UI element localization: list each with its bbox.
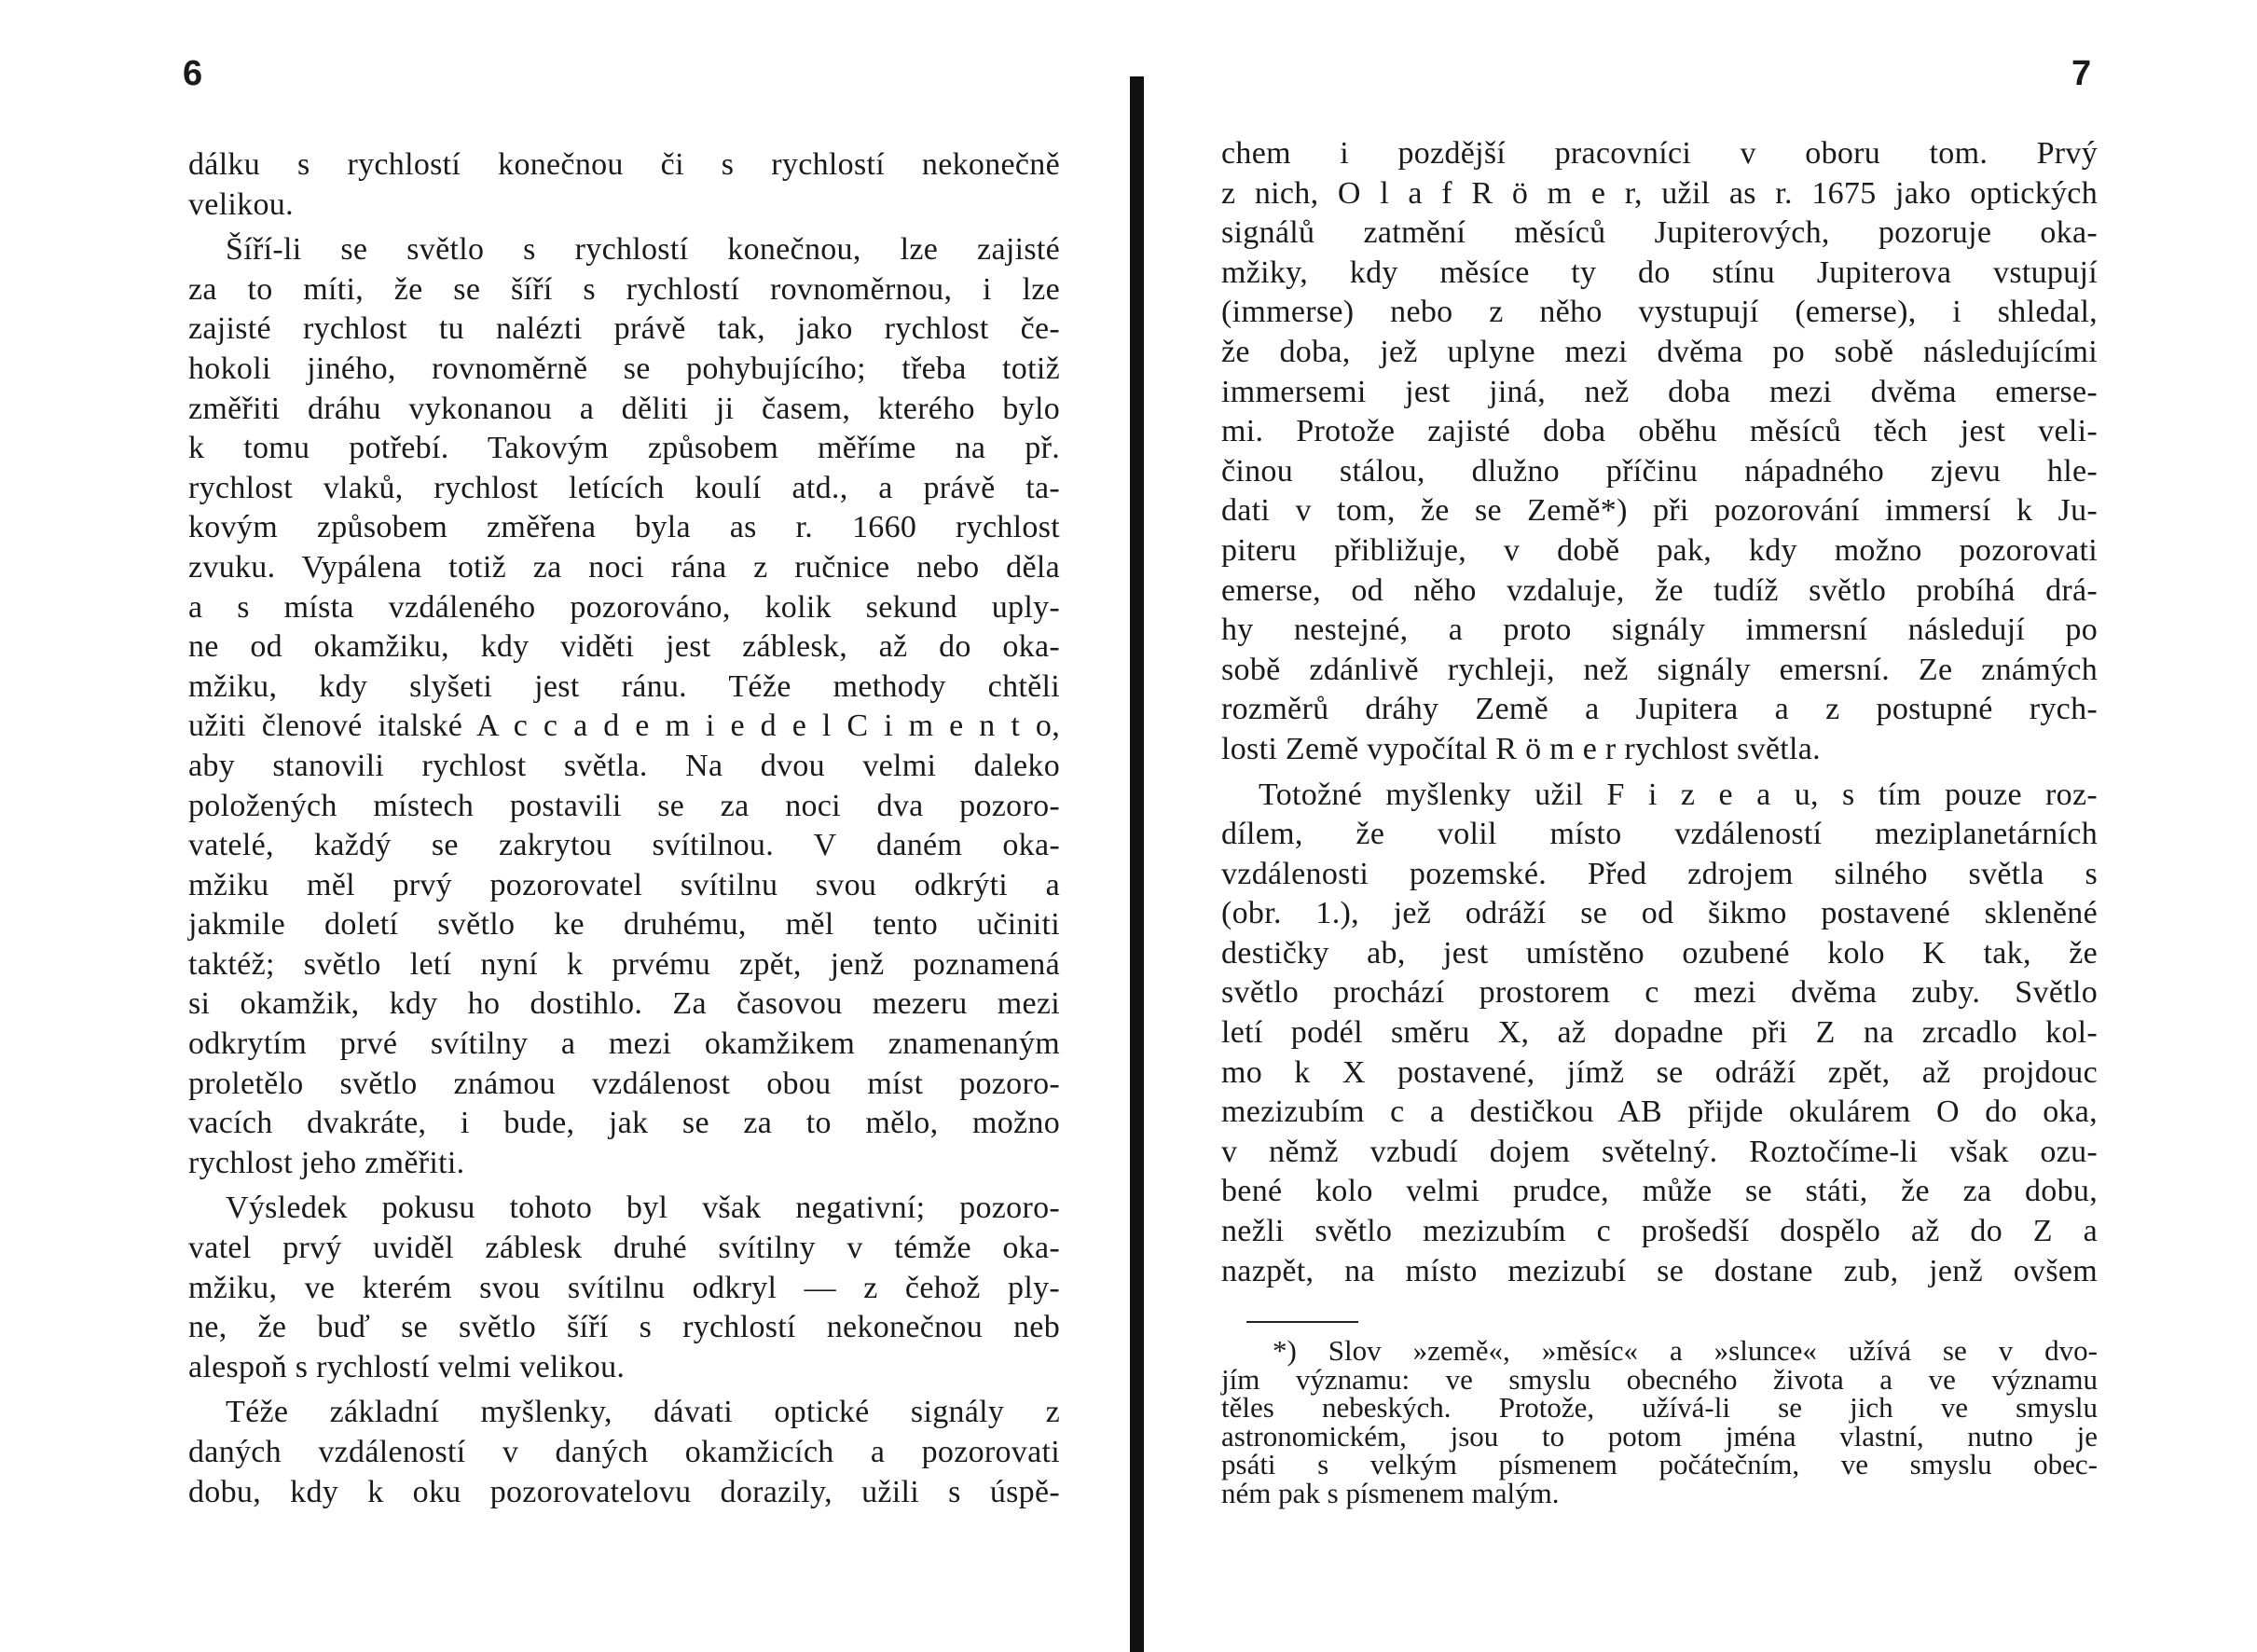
text-line: a s místa vzdáleného pozorováno, kolik sekund uply-: [188, 589, 1060, 625]
text-line: nežli světlo mezizubím c prošedší dospělo až do Z a: [1221, 1214, 2098, 1249]
text-line: z nich, O l a f R ö m e r, užil as r. 1675 jako optických: [1221, 175, 2098, 211]
page-number-right: 7: [2071, 54, 2092, 93]
text-line: odkrytím prvé svítilny a mezi okamžikem znamenaným: [188, 1026, 1060, 1062]
text-line: Téže základní myšlenky, dávati optické signály z: [226, 1395, 1060, 1430]
text-line: (obr. 1.), jež odráží se od šikmo postavené skleněné: [1221, 896, 2098, 931]
text-line: dálku s rychlostí konečnou či s rychlostí nekonečně: [188, 147, 1060, 182]
text-line: těles nebeských. Protože, užívá-li se jich ve smyslu: [1221, 1391, 2098, 1424]
text-line: bené kolo velmi prudce, může se státi, že za dobu,: [1221, 1174, 2098, 1209]
text-line: letí podél směru X, až dopadne při Z na zrcadlo kol-: [1221, 1015, 2098, 1051]
text-line: dílem, že volil místo vzdáleností meziplanetárních: [1221, 817, 2098, 852]
text-line: piteru přibližuje, v době pak, kdy možno pozorovati: [1221, 532, 2098, 568]
footnote-rule: [1246, 1321, 1358, 1323]
text-line: zvuku. Vypálena totiž za noci rána z ručnice nebo děla: [188, 549, 1060, 585]
text-line: mo k X postavené, jímž se odráží zpět, až projdouc: [1221, 1054, 2098, 1090]
text-line: Šíří-li se světlo s rychlostí konečnou, lze zajisté: [226, 232, 1060, 268]
text-line: hy nestejné, a proto signály immersní následují po: [1221, 613, 2098, 648]
page-number-left: 6: [183, 54, 203, 93]
text-line: aby stanovili rychlost světla. Na dvou velmi daleko: [188, 748, 1060, 783]
text-line: dati v tom, že se Země*) při pozorování immersí k Ju-: [1221, 493, 2098, 529]
text-line: světlo prochází prostorem c mezi dvěma zuby. Světlo: [1221, 975, 2098, 1011]
text-line: Výsledek pokusu tohoto byl však negativní; pozoro-: [226, 1191, 1060, 1226]
text-line: destičky ab, jest umístěno ozubené kolo K tak, že: [1221, 935, 2098, 971]
text-line: proletělo světlo známou vzdálenost obou míst pozoro-: [188, 1066, 1060, 1101]
text-line: dobu, kdy k oku pozorovatelovu dorazily, užili s úspě-: [188, 1474, 1060, 1509]
footnote: [1221, 1334, 2098, 1509]
text-line: mžiku, ve kterém svou svítilnu odkryl — z čehož ply-: [188, 1270, 1060, 1305]
text-line: ne, že buď se světlo šíří s rychlostí nekonečnou neb: [188, 1310, 1060, 1345]
text-line: mžiku měl prvý pozorovatel svítilnu svou odkrýti a: [188, 867, 1060, 902]
text-line: Totožné myšlenky užil F i z e a u, s tím pouze roz-: [1259, 777, 2098, 812]
text-line: změřiti dráhu vykonanou a děliti ji časem, kterého bylo: [188, 391, 1060, 426]
left-page-body: [188, 145, 1060, 1512]
text-line: činou stálou, dlužno příčinu nápadného zjevu hle-: [1221, 453, 2098, 489]
text-line: psáti s velkým písmenem počátečním, ve smyslu obec-: [1221, 1448, 2098, 1480]
right-page-body: [1221, 134, 2098, 1291]
text-line: astronomickém, jsou to potom jména vlastní, nutno je: [1221, 1419, 2098, 1452]
text-line: vatelé, každý se zakrytou svítilnou. V daném oka-: [188, 828, 1060, 863]
text-line: hokoli jiného, rovnoměrně se pohybujícího; třeba totiž: [188, 351, 1060, 386]
text-line: že doba, jež uplyne mezi dvěma po sobě následujícími: [1221, 334, 2098, 369]
text-line: zajisté rychlost tu nalézti právě tak, jako rychlost če-: [188, 311, 1060, 347]
text-line: položených místech postavili se za noci dva pozoro-: [188, 788, 1060, 823]
text-line: kovým způsobem změřena byla as r. 1660 rychlost: [188, 510, 1060, 545]
text-line: losti Země vypočítal R ö m e r rychlost světla.: [1221, 731, 1821, 766]
text-line: mžiku, kdy slyšeti jest ránu. Téže methody chtěli: [188, 668, 1060, 704]
text-line: ne od okamžiku, kdy viděti jest záblesk, až do oka-: [188, 629, 1060, 665]
text-line: alespoň s rychlostí velmi velikou.: [188, 1349, 626, 1384]
text-line: nazpět, na místo mezizubí se dostane zub, jenž ovšem: [1221, 1253, 2098, 1288]
text-line: jakmile doletí světlo ke druhému, měl tento učiniti: [188, 907, 1060, 943]
text-line: taktéž; světlo letí nyní k prvému zpět, jenž poznamená: [188, 946, 1060, 982]
text-line: sobě zdánlivě rychleji, než signály emersní. Ze známých: [1221, 652, 2098, 687]
text-line: mezizubím c a destičkou AB přijde okulárem O do oka,: [1221, 1094, 2098, 1130]
text-line: rozměrů dráhy Země a Jupitera a z postupné rych-: [1221, 692, 2098, 727]
text-line: vatel prvý uviděl záblesk druhé svítilny v témže oka-: [188, 1231, 1060, 1266]
text-line: mžiky, kdy měsíce ty do stínu Jupiterova vstupují: [1221, 255, 2098, 290]
text-line: daných vzdáleností v daných okamžicích a pozorovati: [188, 1435, 1060, 1469]
text-line: mi. Protože zajisté doba oběhu měsíců těch jest veli-: [1221, 414, 2098, 449]
text-line: *) Slov »země«, »měsíc« a »slunce« užívá se v dvo-: [1273, 1334, 2098, 1367]
text-line: vzdálenosti pozemské. Před zdrojem silného světla s: [1221, 856, 2098, 891]
text-line: užiti členové italské A c c a d e m i e d e l C i m e n t o,: [188, 709, 1060, 744]
text-line: za to míti, že se šíří s rychlostí rovnoměrnou, i lze: [188, 271, 1060, 307]
text-line: v němž vzbudí dojem světelný. Roztočíme-li však ozu-: [1221, 1134, 2098, 1169]
text-line: rychlost vlaků, rychlost letících koulí atd., a právě ta-: [188, 470, 1060, 505]
text-line: vacích dvakráte, i bude, jak se za to mělo, možno: [188, 1106, 1060, 1141]
text-line: jím významu: ve smyslu obecného života a ve významu: [1221, 1362, 2098, 1396]
text-line: immersemi jest jiná, než doba mezi dvěma emerse-: [1221, 374, 2098, 409]
text-line: ném pak s písmenem malým.: [1221, 1476, 1560, 1509]
text-line: emerse, od něho vzdaluje, že tudíž světlo probíhá drá-: [1221, 572, 2098, 608]
text-line: chem i pozdější pracovníci v oboru tom. Prvý: [1221, 136, 2098, 171]
text-line: k tomu potřebí. Takovým způsobem měříme na př.: [188, 431, 1060, 466]
text-line: si okamžik, kdy ho dostihlo. Za časovou mezeru mezi: [188, 986, 1060, 1022]
text-line: signálů zatmění měsíců Jupiterových, pozoruje oka-: [1221, 215, 2098, 251]
text-line: rychlost jeho změřiti.: [188, 1145, 465, 1180]
text-line: velikou.: [188, 186, 294, 222]
text-line: (immerse) nebo z něho vystupují (emerse), i shledal,: [1221, 295, 2098, 330]
